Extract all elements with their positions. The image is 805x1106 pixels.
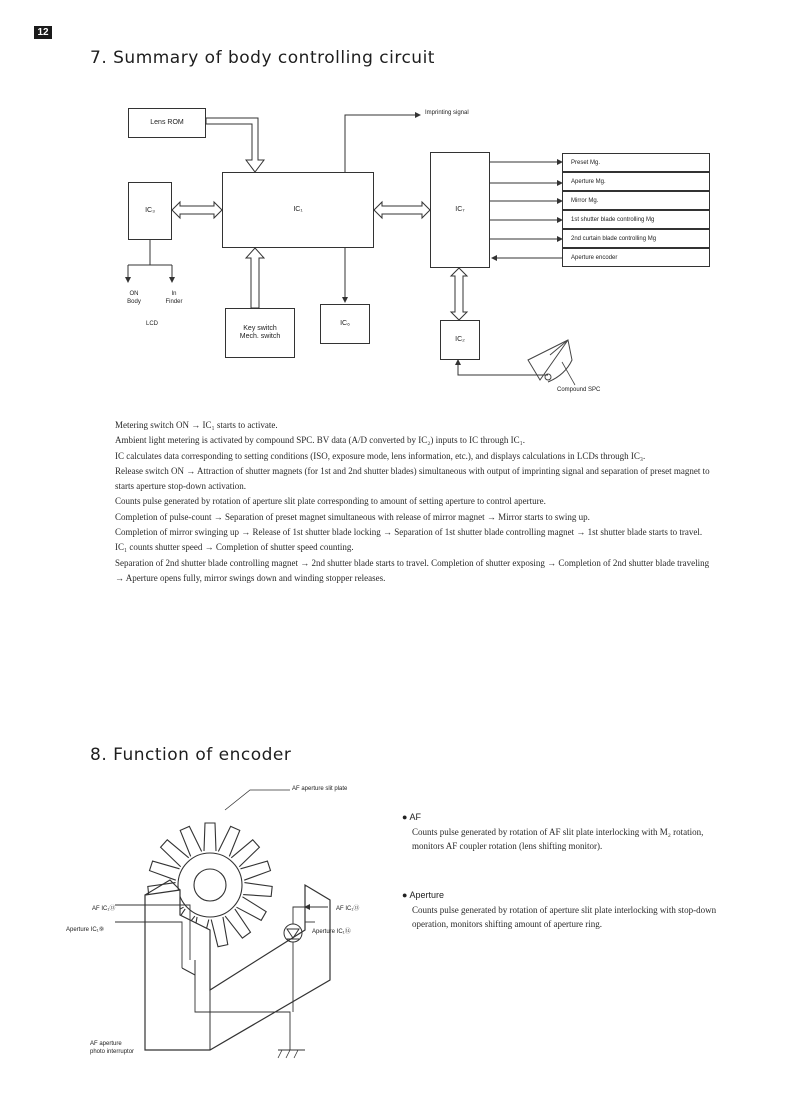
output-mirror-mg: Mirror Mg. [562, 191, 710, 210]
slit-plate-label: AF aperture slit plate [292, 786, 348, 792]
section-8-title: 8. Function of encoder [90, 745, 292, 765]
paragraph-4: Release switch ON → Attraction of shutter magnets (for 1st and 2nd shutter blades) simultaneous with output of imprinting signal and separation of preset magnet to starts aperture stop-down activation. [115, 465, 710, 492]
ic1-box: IC₁ [222, 172, 374, 248]
compound-spc-label: Compound SPC [557, 387, 601, 393]
page-number: 12 [34, 26, 52, 39]
ic6-box: IC₆ [320, 304, 370, 344]
photo-interruptor-label: AF aperture photo interruptor [90, 1041, 135, 1055]
output-1st-shutter-mg: 1st shutter blade controlling Mg [562, 210, 710, 229]
bullet-icon: ● [402, 890, 408, 900]
af-heading: AF [409, 812, 421, 822]
af-ic-right-label: AF IC₁⑬ [336, 906, 360, 912]
paragraph-7: Completion of mirror swinging up → Release of 1st shutter blade locking → Separation of 1st shutter blade controlling magnet → 1st shutter blade starts to travel. [115, 527, 703, 538]
paragraph-3: IC calculates data corresponding to setting conditions (ISO, exposure mode, lens information, etc.), and displays calculations in LCDs through IC₃. [115, 450, 646, 461]
output-aperture-encoder: Aperture encoder [562, 248, 710, 267]
section-7-body [115, 418, 720, 586]
ic3-box: IC₃ [128, 182, 172, 240]
ic7-box: IC₇ [430, 152, 490, 268]
aperture-heading: Aperture [409, 890, 444, 900]
output-aperture-mg: Aperture Mg. [562, 172, 710, 191]
imprinting-signal-label: Imprinting signal [425, 110, 469, 116]
af-description: Counts pulse generated by rotation of AF slit plate interlocking with M₂ rotation, monitors AF coupler rotation (lens shifting monitor). [412, 827, 704, 851]
paragraph-6: Completion of pulse-count → Separation of preset magnet simultaneous with release of mirror magnet → Mirror starts to swing up. [115, 511, 590, 522]
paragraph-1: Metering switch ON → IC₁ starts to activate. [115, 420, 278, 430]
on-body-label: ON Body [127, 291, 141, 305]
section-7-title: 7. Summary of body controlling circuit [90, 48, 435, 68]
lens-rom-box: Lens ROM [128, 108, 206, 138]
paragraph-2: Ambient light metering is activated by compound SPC. BV data (A/D converted by IC₂) inputs to IC through IC₁. [115, 435, 526, 446]
encoder-illustration [60, 780, 400, 1080]
lcd-label: LCD [146, 321, 159, 327]
aperture-function [402, 890, 727, 931]
key-switch-box: Key switch Mech. switch [225, 308, 295, 358]
paragraph-8: IC₁ counts shutter speed → Completion of shutter speed counting. [115, 542, 354, 553]
paragraph-5: Counts pulse generated by rotation of aperture slit plate corresponding to amount of setting aperture to control aperture. [115, 496, 546, 507]
aperture-ic-left-label: Aperture IC₁⑨ [66, 927, 105, 933]
ic2-box: IC₂ [440, 320, 480, 360]
in-finder-label: In Finder [165, 291, 183, 305]
output-preset-mg: Preset Mg. [562, 153, 710, 172]
aperture-ic-right-label: Aperture IC₁⑭ [312, 929, 351, 935]
output-2nd-curtain-mg: 2nd curtain blade controlling Mg [562, 229, 710, 248]
af-ic-left-label: AF IC₁⑬ [92, 906, 116, 912]
bullet-icon: ● [402, 812, 408, 822]
af-function [402, 812, 727, 853]
block-diagram [0, 0, 805, 410]
paragraph-9: Separation of 2nd shutter blade controlling magnet → 2nd shutter blade starts to travel. Completion of shutter exposing → Completion of 2nd shutter blade traveling → Aperture opens fully, mirror swings down and winding stopper releases. [115, 557, 710, 583]
aperture-description: Counts pulse generated by rotation of aperture slit plate interlocking with stop-down operation, monitors shifting amount of aperture ring. [412, 905, 717, 929]
